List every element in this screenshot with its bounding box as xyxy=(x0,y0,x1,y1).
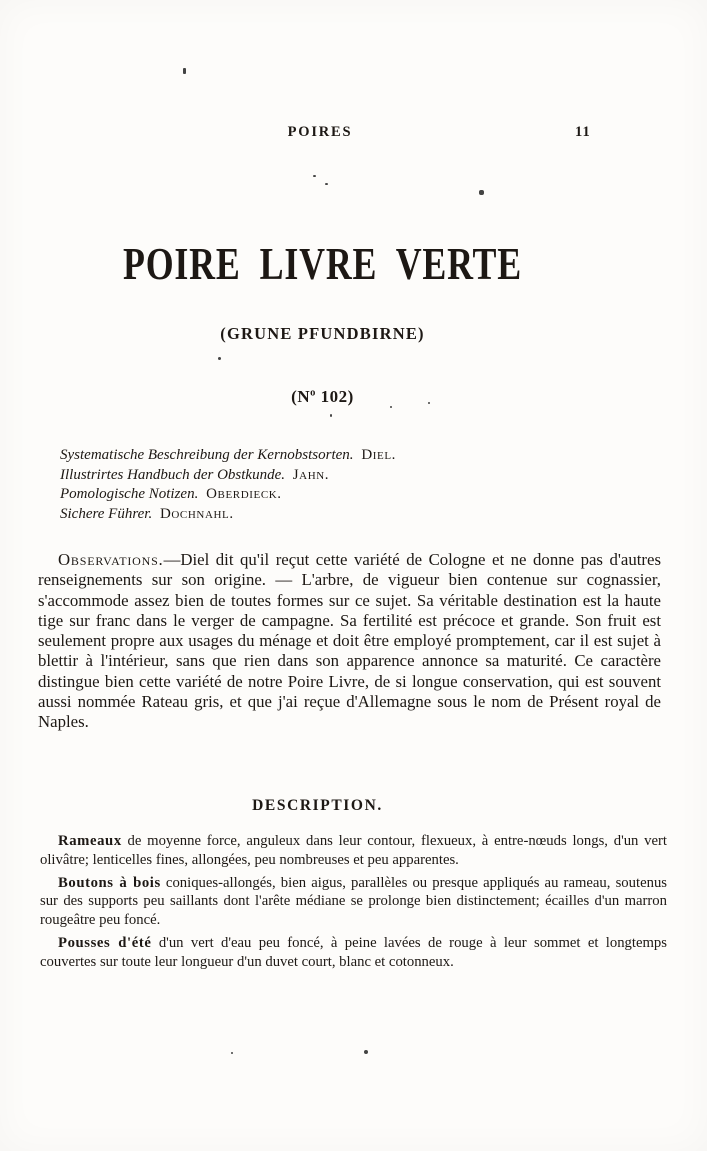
description-entry-boutons-a-bois xyxy=(40,874,667,930)
variety-number xyxy=(0,387,645,407)
description-entry-pousses-d-ete xyxy=(40,934,667,972)
observations-text: —Diel dit qu'il reçut cette variété de Cologne et ne donne pas d'autres renseignements sur son origine. — L'arbre, de vigueur bien contenue sur cognassier, s'accommode assez bien de toutes formes sur ce sujet. Sa véritable destination est la haute tige sur franc dans le verger de campagne. Sa fertilité est précoce et grande. Son fruit est seulement propre aux usages du ménage et doit être employé promptement, car il est sujet à blettir à l'intérieur, sans que rien dans son apparence annonce sa maturité. Ce caractère distingue bien cette variété de notre Poire Livre, de si longue conservation, qui est souvent aussi nommée Rateau gris, et que j'ai reçue d'Allemagne sous le nom de Présent royal de Naples. xyxy=(38,550,661,732)
reference-author: Jahn. xyxy=(292,466,330,483)
variety-number-suffix: 102) xyxy=(315,387,354,406)
reference-title: Systematische Beschreibung der Kernobstsorten. xyxy=(60,447,354,463)
ink-speck xyxy=(183,68,186,74)
reference-title: Pomologische Notizen. xyxy=(60,486,199,502)
ink-speck xyxy=(313,175,316,177)
reference-author: Oberdieck. xyxy=(206,486,282,502)
description-term: Rameaux xyxy=(58,833,122,849)
page-number: 11 xyxy=(575,124,591,140)
ink-speck xyxy=(231,1052,233,1054)
reference-item xyxy=(60,505,640,525)
description-text: de moyenne force, anguleux dans leur contour, flexueux, à entre-nœuds longs, d'un vert olivâtre; lenticelles fines, allongées, peu nombreuses et peu apparentes. xyxy=(40,833,667,868)
reference-item xyxy=(60,446,640,466)
page-subtitle: (GRUNE PFUNDBIRNE) xyxy=(220,324,425,343)
ink-speck xyxy=(364,1050,368,1054)
description-term: Pousses d'été xyxy=(58,934,152,951)
reference-list xyxy=(60,446,640,524)
variety-number-ordinal: o xyxy=(310,387,316,399)
reference-title: Sichere Führer. xyxy=(60,505,153,522)
reference-author: Diel. xyxy=(361,447,396,463)
observations-label: Observations. xyxy=(58,550,164,569)
running-title: POIRES xyxy=(287,124,353,140)
description-text: d'un vert d'eau peu foncé, à peine lavées de rouge à leur sommet et longtemps couvertes sur toute leur longueur d'un duvet court, blanc et cotonneux. xyxy=(40,934,667,970)
variety-number-prefix: (N xyxy=(291,387,311,406)
description-term: Boutons à bois xyxy=(58,874,161,891)
ink-speck xyxy=(428,402,430,404)
reference-item xyxy=(60,485,640,505)
description-entry-rameaux xyxy=(40,832,667,870)
ink-speck xyxy=(390,406,392,408)
description-heading: DESCRIPTION. xyxy=(252,797,383,814)
ink-speck xyxy=(479,190,484,195)
reference-title: Illustrirtes Handbuch der Obstkunde. xyxy=(60,466,285,483)
ink-speck xyxy=(325,183,328,185)
observations-paragraph xyxy=(38,550,661,733)
description-text: coniques-allongés, bien aigus, parallèles ou presque appliqués au rameau, soutenus sur des supports peu saillants dont l'arête médiane se prolonge bien distinctement; écailles d'un marron rougeâtre peu foncé. xyxy=(40,874,667,929)
description-entries xyxy=(40,832,667,976)
reference-item xyxy=(60,466,640,486)
ink-speck xyxy=(330,414,332,417)
page-title: POIRE LIVRE VERTE xyxy=(123,238,522,289)
ink-speck xyxy=(218,357,221,360)
reference-author: Dochnahl. xyxy=(159,505,234,522)
